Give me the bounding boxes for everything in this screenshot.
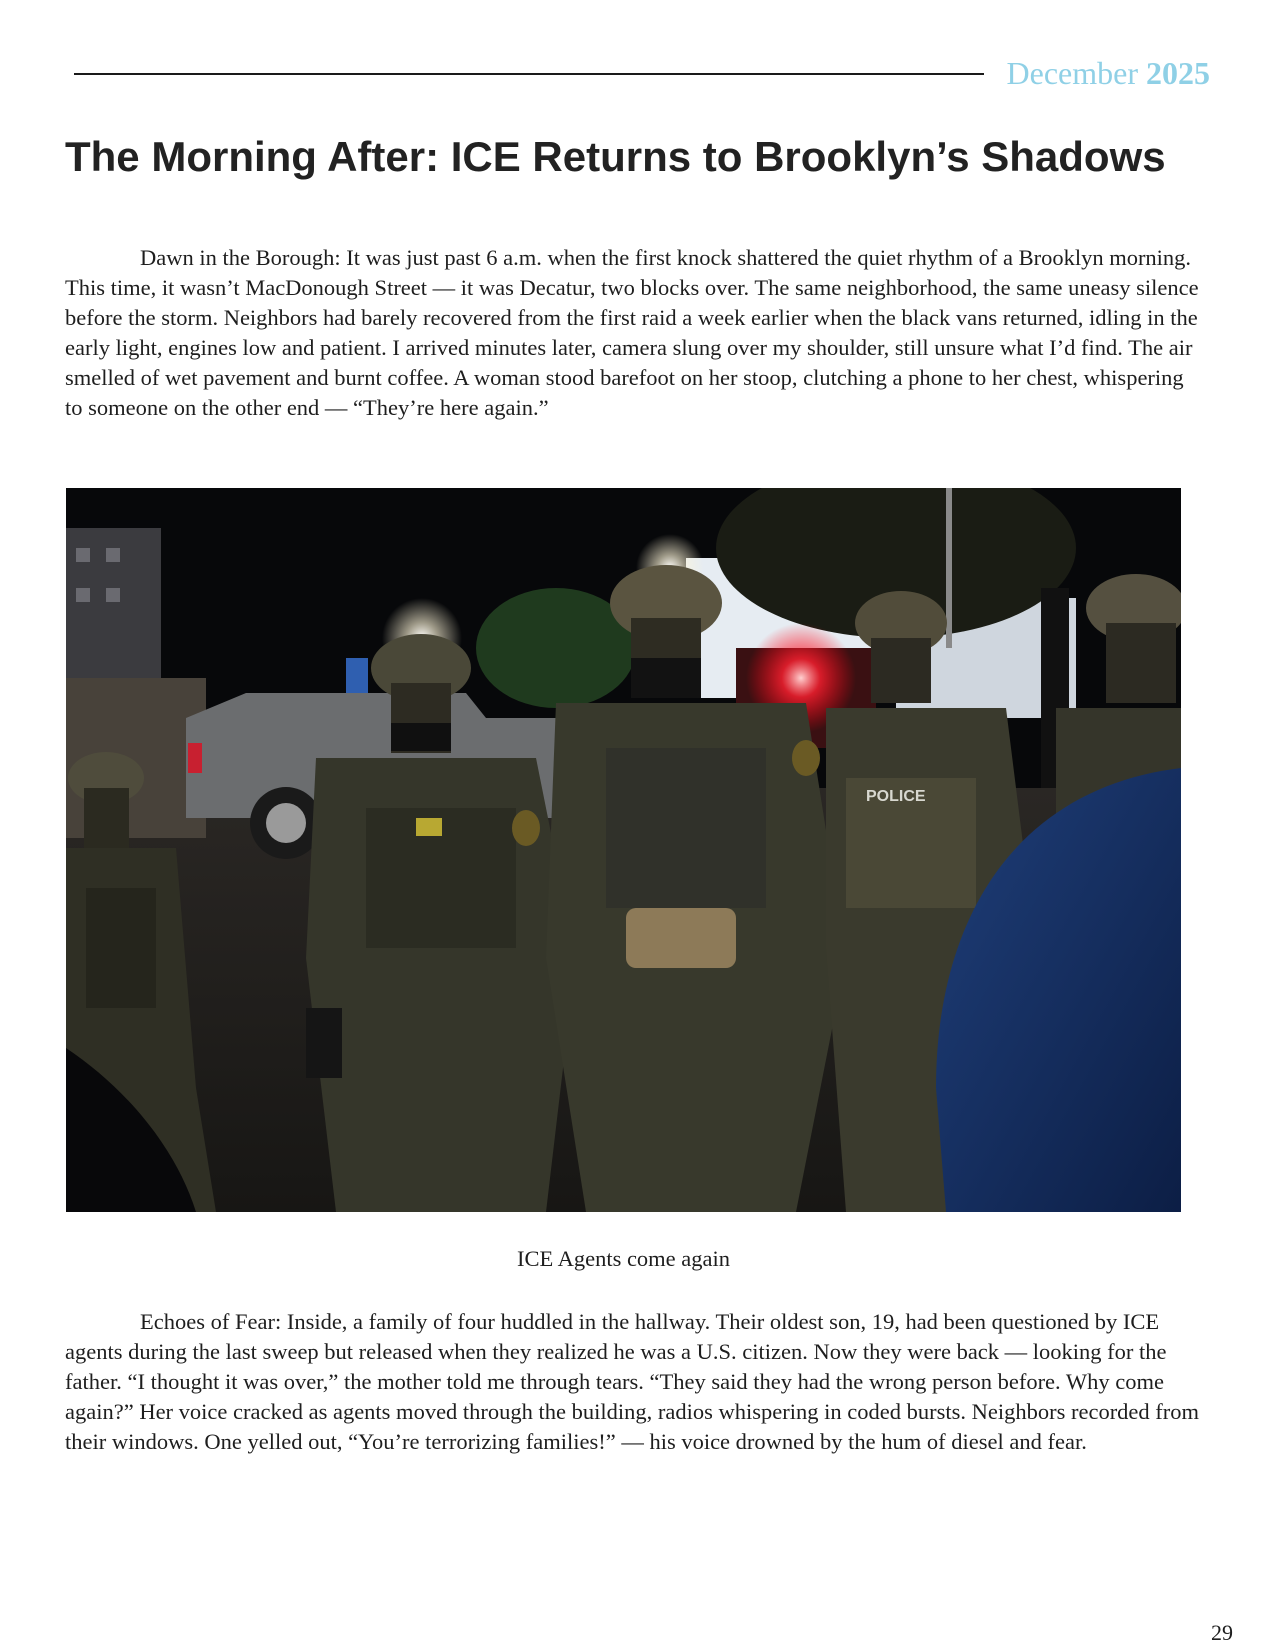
issue-month: December [1006, 55, 1138, 91]
utility-pouch [626, 908, 736, 968]
paragraph-1-text: Dawn in the Borough: It was just past 6 a.m. when the first knock shattered the quiet rhythm of a Brooklyn morning. This time, it wasn’t MacDonough Street — it was Decatur, two blocks over. The same neighborhood, the same uneasy silence before the storm. Neighbors had barely recovered from the first raid a week earlier when the black vans returned, idling in the early light, engines low and patient. I arrived minutes later, camera slung over my shoulder, still unsure what I’d find. The air smelled of wet pavement and burnt coffee. A woman stood barefoot on her stoop, clutching a phone to her chest, whispering to someone on the other end — “They’re here again.” [65, 245, 1199, 420]
photo-caption: ICE Agents come again [516, 1246, 731, 1271]
police-patch: POLICE [866, 788, 926, 805]
article-paragraph-2 [65, 1307, 1205, 1457]
article-title: The Morning After: ICE Returns to Brooklyn’s Shadows [65, 133, 1166, 180]
issue-date [1007, 55, 1210, 92]
street-sign [346, 658, 368, 698]
page-number: 29 [1211, 1620, 1233, 1645]
header-rule [74, 73, 984, 75]
photo-illustration [66, 488, 1181, 1212]
article-paragraph-1 [65, 243, 1205, 423]
issue-year: 2025 [1146, 55, 1210, 91]
article-photo [66, 488, 1181, 1212]
paragraph-2-text: Echoes of Fear: Inside, a family of four huddled in the hallway. Their oldest son, 19, had been questioned by ICE agents during the last sweep but released when they realized he was a U.S. citizen. Now they were back — looking for the father. “I thought it was over,” the mother told me through tears. “They said they had the wrong person before. Why come again?” Her voice cracked as agents moved through the building, radios whispering in coded bursts. Neighbors recorded from their windows. One yelled out, “You’re terrorizing families!” — his voice drowned by the hum of diesel and fear. [65, 1309, 1200, 1454]
